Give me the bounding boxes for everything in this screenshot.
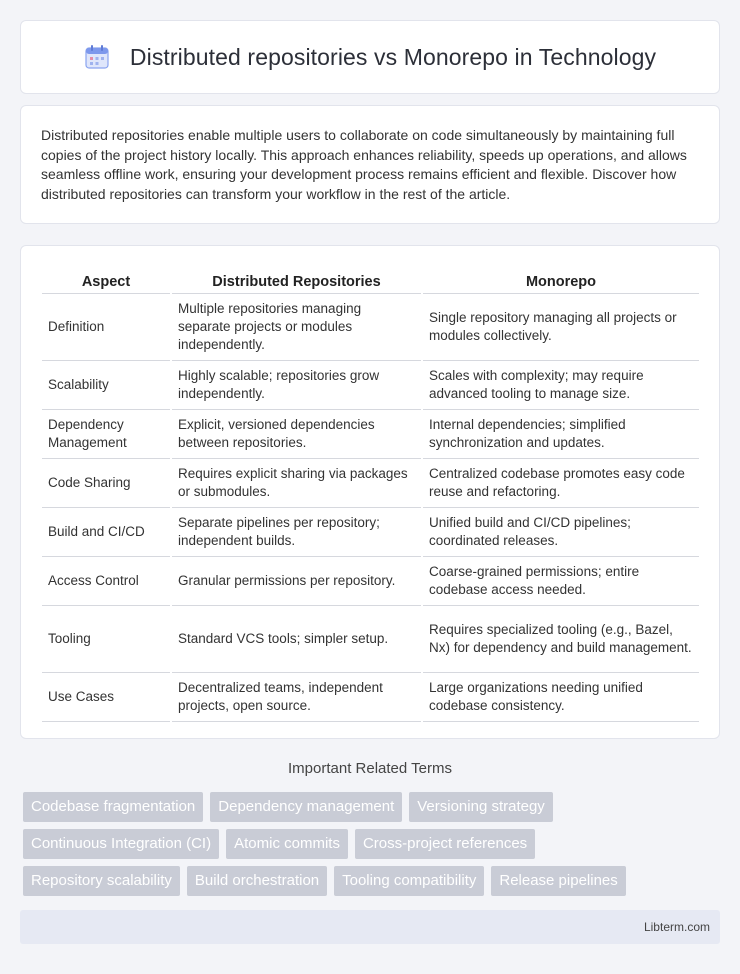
footer	[20, 910, 720, 944]
row-distributed: Granular permissions per repository.	[171, 556, 422, 605]
table-row	[42, 605, 699, 672]
row-aspect: Access Control	[42, 556, 171, 605]
row-monorepo: Coarse-grained permissions; entire codebase access needed.	[422, 556, 699, 605]
table-row	[42, 672, 699, 721]
row-distributed: Highly scalable; repositories grow independently.	[171, 360, 422, 409]
comparison-table	[42, 266, 699, 722]
footer-site-link[interactable]: Libterm.com	[643, 920, 710, 934]
table-row	[42, 293, 699, 360]
row-monorepo: Centralized codebase promotes easy code reuse and refactoring.	[422, 458, 699, 507]
table-row	[42, 360, 699, 409]
calendar-icon	[84, 44, 110, 70]
row-aspect: Definition	[42, 293, 171, 360]
row-aspect: Tooling	[42, 605, 171, 672]
tag-row	[23, 866, 723, 896]
row-monorepo: Large organizations needing unified codebase consistency.	[422, 672, 699, 721]
title-card	[20, 20, 720, 94]
related-terms-title: Important Related Terms	[288, 760, 452, 777]
row-monorepo: Requires specialized tooling (e.g., Bazel, Nx) for dependency and build management.	[422, 605, 699, 672]
tag-codebase-fragmentation[interactable]: Codebase fragmentation	[23, 792, 203, 822]
comparison-card	[20, 245, 720, 739]
table-row	[42, 458, 699, 507]
tag-repository-scalability[interactable]: Repository scalability	[23, 866, 180, 896]
tag-tooling-compatibility[interactable]: Tooling compatibility	[334, 866, 484, 896]
row-distributed: Requires explicit sharing via packages or submodules.	[171, 458, 422, 507]
tag-dependency-management[interactable]: Dependency management	[210, 792, 402, 822]
table-row	[42, 556, 699, 605]
table-row	[42, 409, 699, 458]
row-distributed: Decentralized teams, independent projects, open source.	[171, 672, 422, 721]
row-aspect: Code Sharing	[42, 458, 171, 507]
tag-atomic-commits[interactable]: Atomic commits	[226, 829, 348, 859]
row-distributed: Multiple repositories managing separate projects or modules independently.	[171, 293, 422, 360]
column-header-aspect: Aspect	[42, 266, 171, 293]
column-header-monorepo: Monorepo	[422, 266, 699, 293]
row-aspect: Scalability	[42, 360, 171, 409]
row-monorepo: Unified build and CI/CD pipelines; coordinated releases.	[422, 507, 699, 556]
row-distributed: Explicit, versioned dependencies between repositories.	[171, 409, 422, 458]
table-row	[42, 507, 699, 556]
intro-text: Distributed repositories enable multiple users to collaborate on code simultaneously by maintaining full copies of the project history locally. This approach enhances reliability, speeds up operations, and allows seamless offline work, ensuring your development process remains efficient and flexible. Discover how distributed repositories can transform your workflow in the rest of the article.	[41, 127, 687, 202]
tag-build-orchestration[interactable]: Build orchestration	[187, 866, 327, 896]
table-header-row	[42, 266, 699, 293]
column-header-distributed: Distributed Repositories	[171, 266, 422, 293]
row-aspect: Build and CI/CD	[42, 507, 171, 556]
row-aspect: Dependency Management	[42, 409, 171, 458]
tag-release-pipelines[interactable]: Release pipelines	[491, 866, 625, 896]
tag-versioning-strategy[interactable]: Versioning strategy	[409, 792, 553, 822]
row-monorepo: Scales with complexity; may require advanced tooling to manage size.	[422, 360, 699, 409]
row-distributed: Separate pipelines per repository; independent builds.	[171, 507, 422, 556]
row-aspect: Use Cases	[42, 672, 171, 721]
row-monorepo: Internal dependencies; simplified synchronization and updates.	[422, 409, 699, 458]
tag-cross-project-references[interactable]: Cross-project references	[355, 829, 535, 859]
tag-row	[23, 829, 723, 859]
tag-continuous-integration[interactable]: Continuous Integration (CI)	[23, 829, 219, 859]
row-monorepo: Single repository managing all projects or modules collectively.	[422, 293, 699, 360]
page-title: Distributed repositories vs Monorepo in Technology	[129, 43, 657, 70]
tag-row	[23, 792, 723, 822]
related-terms	[23, 792, 723, 903]
intro-card	[20, 105, 720, 224]
row-distributed: Standard VCS tools; simpler setup.	[171, 605, 422, 672]
